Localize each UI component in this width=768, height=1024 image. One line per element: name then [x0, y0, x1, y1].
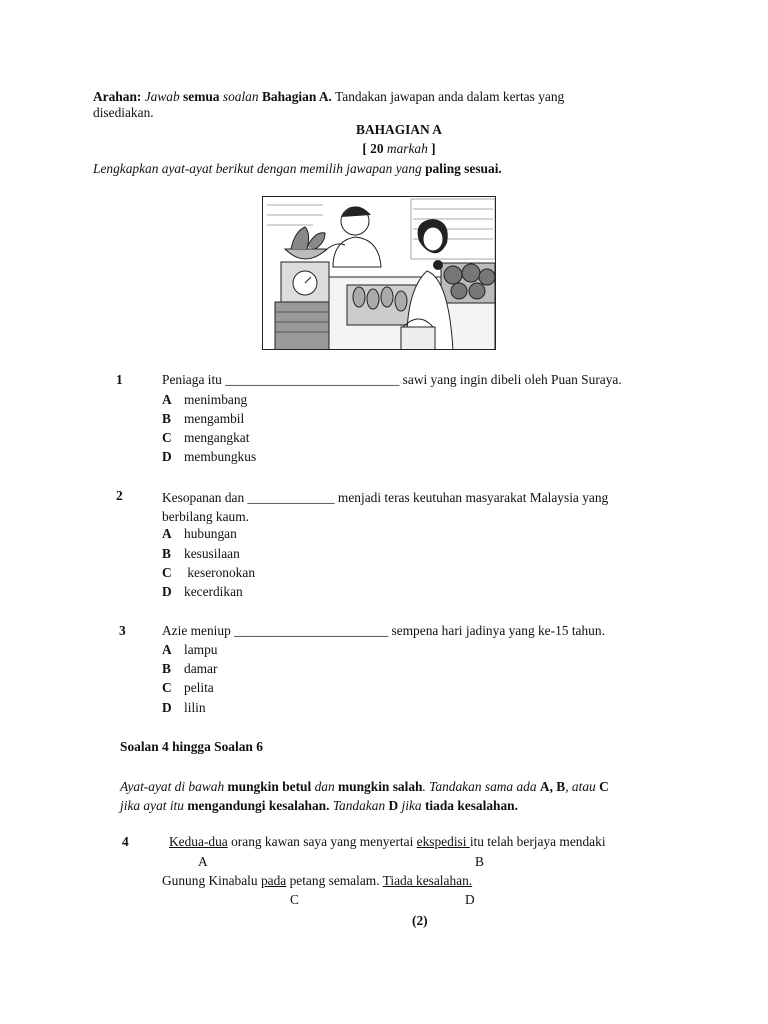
answer-blank: _____________ [247, 490, 335, 505]
question-text: Kedua-dua orang kawan saya yang menyertai ekspedisi itu telah berjaya mendaki [169, 834, 606, 849]
question-text: Kesopanan dan _____________ menjadi teras keutuhan masyarakat Malaysia yang berbilang kaum. [162, 490, 609, 524]
option[interactable]: B mengambil [162, 411, 245, 426]
option[interactable]: D membungkus [162, 449, 257, 464]
section-marks: [ 20 markah ] [362, 141, 436, 156]
option[interactable]: C mengangkat [162, 430, 250, 445]
question-text: Peniaga itu __________________________ sawi yang ingin dibeli oleh Puan Suraya. [162, 372, 622, 387]
option[interactable]: D lilin [162, 700, 206, 715]
option[interactable]: C keseronokan [162, 565, 256, 580]
option[interactable]: B kesusilaan [162, 546, 240, 561]
question-number: 2 [116, 488, 123, 503]
question-number: 4 [122, 834, 129, 849]
option[interactable]: D kecerdikan [162, 584, 243, 599]
market-scene-illustration [262, 196, 496, 350]
answer-blank: __________________________ [225, 372, 400, 387]
option-label: D [465, 892, 475, 907]
option-label: A [198, 854, 208, 869]
option[interactable]: A menimbang [162, 392, 248, 407]
question-text-continued: Gunung Kinabalu pada petang semalam. Tiada kesalahan. [162, 873, 473, 888]
option[interactable]: A lampu [162, 642, 218, 657]
option[interactable]: C pelita [162, 680, 214, 695]
section-prompt: Lengkapkan ayat-ayat berikut dengan memilih jawapan yang paling sesuai. [93, 161, 502, 176]
subsection-instruction: Ayat-ayat di bawah mungkin betul dan mungkin salah. Tandakan sama ada A, B, atau C jika ayat itu mengandungi kesalahan. Tandakan D jika tiada kesalahan. [120, 779, 609, 813]
page-mark: (2) [412, 913, 428, 928]
subsection-heading: Soalan 4 hingga Soalan 6 [120, 739, 263, 754]
option[interactable]: B damar [162, 661, 218, 676]
instruction-label: Arahan: [93, 89, 142, 104]
question-number: 1 [116, 372, 123, 387]
answer-blank: _______________________ [234, 623, 389, 638]
option-label: B [475, 854, 484, 869]
market-scene-drawing [263, 197, 496, 350]
instruction: Arahan: Jawab semua soalan Bahagian A. Tandakan jawapan anda dalam kertas yang disediakan. [93, 89, 565, 120]
question-text: Azie meniup _______________________ sempena hari jadinya yang ke-15 tahun. [162, 623, 605, 638]
question-number: 3 [119, 623, 126, 638]
option-label: C [290, 892, 299, 907]
option[interactable]: A hubungan [162, 526, 237, 541]
section-title: BAHAGIAN A [356, 122, 442, 137]
